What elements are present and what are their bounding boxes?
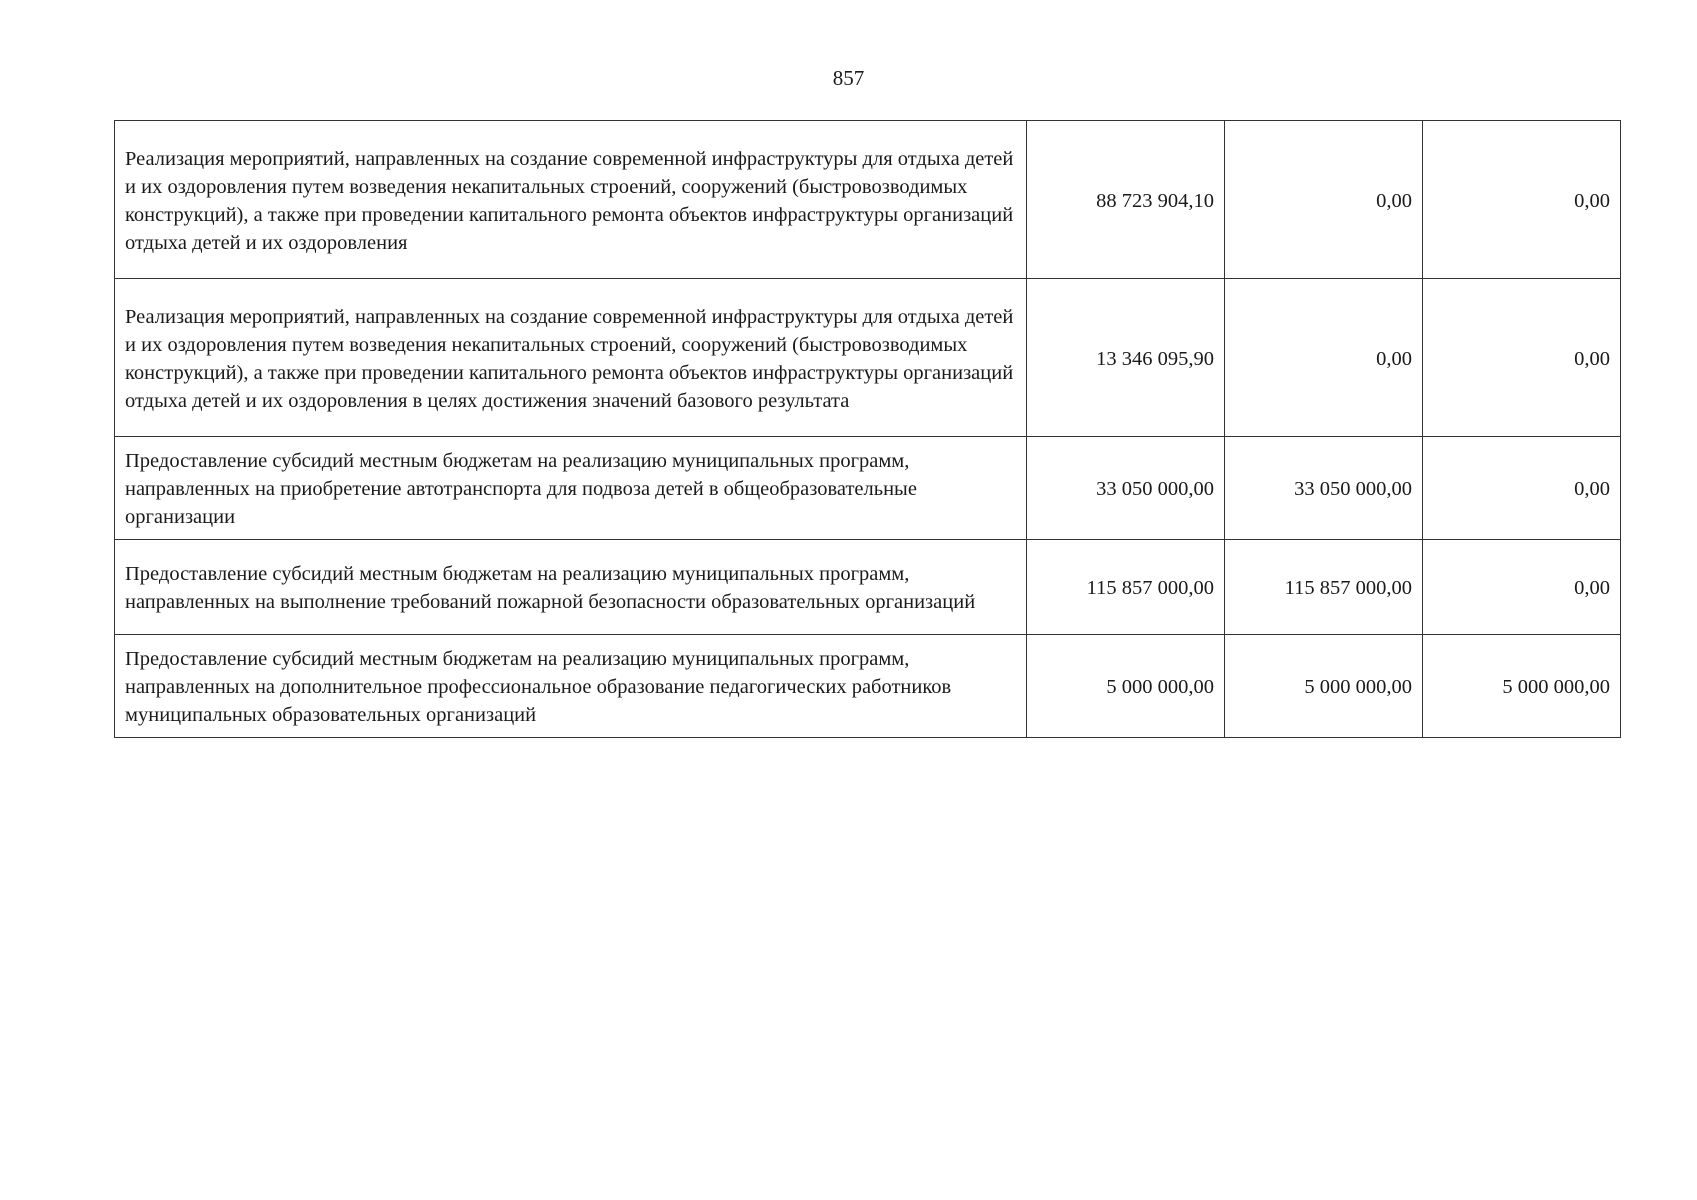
table-row <box>115 279 1621 437</box>
row-value-1: 5 000 000,00 <box>1027 635 1225 738</box>
row-value-3: 0,00 <box>1423 540 1621 635</box>
table-row <box>115 121 1621 279</box>
table-row <box>115 437 1621 540</box>
row-value-3: 0,00 <box>1423 279 1621 437</box>
row-value-3: 5 000 000,00 <box>1423 635 1621 738</box>
table-row <box>115 540 1621 635</box>
row-description: Предоставление субсидий местным бюджетам на реализацию муниципальных программ, направленных на приобретение автотранспорта для подвоза детей в общеобразовательные организации <box>115 437 1027 540</box>
row-value-1: 88 723 904,10 <box>1027 121 1225 279</box>
row-value-1: 13 346 095,90 <box>1027 279 1225 437</box>
row-value-1: 33 050 000,00 <box>1027 437 1225 540</box>
row-value-2: 0,00 <box>1225 121 1423 279</box>
row-value-2: 5 000 000,00 <box>1225 635 1423 738</box>
row-description: Реализация мероприятий, направленных на создание современной инфраструктуры для отдыха детей и их оздоровления путем возведения некапитальных строений, сооружений (быстровозводимых конструкций), а также при проведении капитального ремонта объектов инфраструктуры организаций отдыха детей и их оздоровления в целях достижения значений базового результата <box>115 279 1027 437</box>
row-description: Реализация мероприятий, направленных на создание современной инфраструктуры для отдыха детей и их оздоровления путем возведения некапитальных строений, сооружений (быстровозводимых конструкций), а также при проведении капитального ремонта объектов инфраструктуры организаций отдыха детей и их оздоровления <box>115 121 1027 279</box>
row-value-3: 0,00 <box>1423 121 1621 279</box>
row-value-2: 33 050 000,00 <box>1225 437 1423 540</box>
row-value-1: 115 857 000,00 <box>1027 540 1225 635</box>
page-number: 857 <box>832 66 865 90</box>
row-description: Предоставление субсидий местным бюджетам на реализацию муниципальных программ, направленных на выполнение требований пожарной безопасности образовательных организаций <box>115 540 1027 635</box>
row-value-2: 0,00 <box>1225 279 1423 437</box>
row-value-2: 115 857 000,00 <box>1225 540 1423 635</box>
table-row <box>115 635 1621 738</box>
row-value-3: 0,00 <box>1423 437 1621 540</box>
row-description: Предоставление субсидий местным бюджетам на реализацию муниципальных программ, направленных на дополнительное профессиональное образование педагогических работников муниципальных образовательных организаций <box>115 635 1027 738</box>
budget-table <box>114 120 1621 738</box>
